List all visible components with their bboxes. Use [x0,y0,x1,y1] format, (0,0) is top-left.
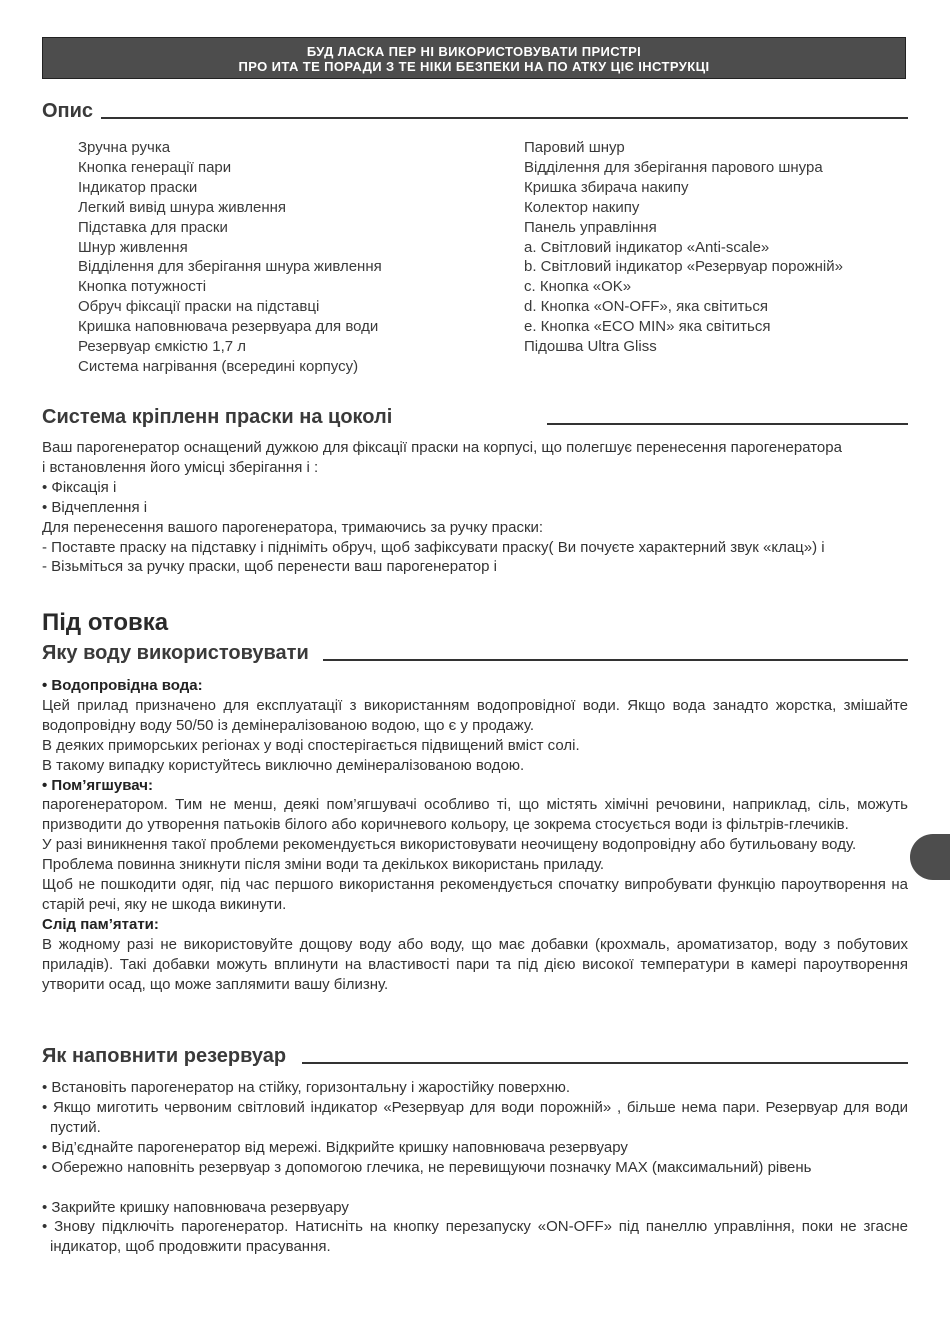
part-item: Панель управління [524,218,657,236]
paragraph: В жодному разі не використовуйте дощову воду або воду, що має добавки (крохмаль, ароматизатор, воду з побутових приладів). Такі добавки можуть вплинути на властивості пари та під дією високої температури в камері пароутворення утворити осад, що може заплямити вашу білизну. [42,935,908,993]
part-item: a. Світловий індикатор «Anti-scale» [524,238,770,256]
part-item: Шнур живлення [78,238,188,256]
body-line: • Відчеплення і [42,498,148,516]
part-item: Відділення для зберігання парового шнура [524,158,823,176]
part-item: Кнопка потужності [78,278,207,296]
body-line: - Поставте праску на підставку і підніміть обруч, щоб зафіксувати праску( Ви почуєте характерний звук «клац») і [42,538,825,556]
part-item: Зручна ручка [78,139,171,156]
part-item: e. Кнопка «ECO MIN» яка світиться [524,318,771,336]
section-opys-title: Опис [42,100,94,122]
bullet-item: • Обережно наповніть резервуар з допомогою глечика, не перевищуючи позначку MAX (максимальний) рівень [42,1158,812,1176]
part-item: d. Кнопка «ON-OFF», яка світиться [524,298,768,316]
part-item: Відділення для зберігання шнура живлення [78,258,382,276]
parts-list-left [78,138,382,377]
part-item: Кришка наповнювача резервуара для води [78,318,379,336]
body-line: - Візьміться за ручку праски, щоб перенести ваш парогенератор і [42,558,497,576]
page-edge-tab [910,834,950,880]
kriplennia-body [42,438,908,577]
part-item: Кришка збирача накипу [524,178,689,196]
section-voda-heading [42,642,908,665]
banner-line-2: ПРО ИТА ТЕ ПОРАДИ З ТЕ НІКИ БЕЗПЕКИ НА ПО АТКУ ЦІЄ ІНСТРУКЦІ [238,59,710,74]
part-item: Колектор накипу [524,198,640,216]
paragraph: парогенератором. Тим не менш, деякі пом’ягшувачі особливо ті, що містять хімічні речовини, наприклад, сіль, можуть призводити до утворення патьоків білого або коричневого кольору, це зокрема стосується води із фільтрів-глечиків. [42,796,908,834]
paragraph: У разі виникнення такої проблеми рекомендується використовувати неочищену водопровідну або бутильовану воду. [42,836,857,854]
body-line: і встановлення його умісці зберігання і : [42,458,319,476]
part-item: Індикатор праски [78,178,198,196]
bullet-item: • Закрийте кришку наповнювача резервуару [42,1198,349,1216]
body-line: • Фіксація і [42,478,117,496]
bullet-item: • Знову підключіть парогенератор. Натисніть на кнопку перезапуску «ON-OFF» під панеллю управління, поки не згасне індикатор, щоб продовжити прасування. [42,1218,908,1256]
part-item: Легкий вивід шнура живлення [78,198,287,216]
part-item: Резервуар ємкістю 1,7 л [78,338,246,356]
section-voda-title: Яку воду використовувати [42,642,309,664]
paragraph: Проблема повинна зникнути після зміни води та декількох використань приладу. [42,856,605,874]
part-item: Система нагрівання (всередині корпусу) [78,357,359,375]
part-item: Кнопка генерації пари [78,158,232,176]
spacer [42,1178,908,1198]
section-pidgotovka-title: Під отовка [42,609,169,636]
paragraph: Цей прилад призначено для експлуатації з використанням водопровідної води. Якщо вода занадто жорстка, змішайте водопровідну воду 50/50 із демінералізованою водою, що є у продажу. [42,696,908,734]
section-napovnennia-title: Як наповнити резервуар [42,1045,287,1067]
heading-rule [547,423,908,425]
heading-rule [302,1062,908,1064]
heading-rule [323,659,908,661]
section-napovnennia-heading [42,1045,908,1068]
body-line: Для перенесення вашого парогенератора, тримаючись за ручку праски: [42,518,544,536]
part-item: Підошва Ultra Gliss [524,338,657,356]
napovnennia-body [42,1078,908,1257]
part-item: c. Кнопка «OK» [524,278,632,296]
subheading: Слід пам’ятати: [42,915,159,933]
section-kriplennia-heading [42,406,908,429]
body-line: Ваш парогенератор оснащений дужкою для фіксації праски на корпусі, що полегшує перенесення парогенератора [42,439,842,456]
safety-banner [42,37,906,79]
paragraph: В такому випадку користуйтесь виключно демінералізованою водою. [42,756,525,774]
part-item: b. Світловий індикатор «Резервуар порожній» [524,258,843,276]
part-item: Паровий шнур [524,139,625,156]
section-kriplennia-title: Система кріпленн праски на цоколі [42,406,393,428]
bullet-item: • Якщо миготить червоним світловий індикатор «Резервуар для води порожній» , більше нема пари. Резервуар для води пустий. [42,1098,908,1136]
paragraph: В деяких приморських регіонах у воді спостерігається підвищений вміст солі. [42,736,580,754]
section-opys-heading [42,100,908,123]
voda-body [42,676,908,995]
paragraph: Щоб не пошкодити одяг, під час першого використання рекомендується спочатку випробувати функцію пароутворення на старій речі, яку не шкода викинути. [42,876,908,913]
parts-list-right [524,138,843,357]
subheading: • Пом’ягшувач: [42,776,153,794]
banner-line-1: БУД ЛАСКА ПЕР НІ ВИКОРИСТОВУВАТИ ПРИСТРІ [306,44,642,59]
subheading: • Водопровідна вода: [42,677,203,694]
bullet-item: • Від’єднайте парогенератор від мережі. Відкрийте кришку наповнювача резервуару [42,1138,628,1156]
part-item: Підставка для праски [78,218,228,236]
part-item: Обруч фіксації праски на підставці [78,298,320,316]
heading-rule [101,117,908,119]
bullet-item: • Встановіть парогенератор на стійку, горизонтальну і жаростійку поверхню. [42,1079,570,1096]
